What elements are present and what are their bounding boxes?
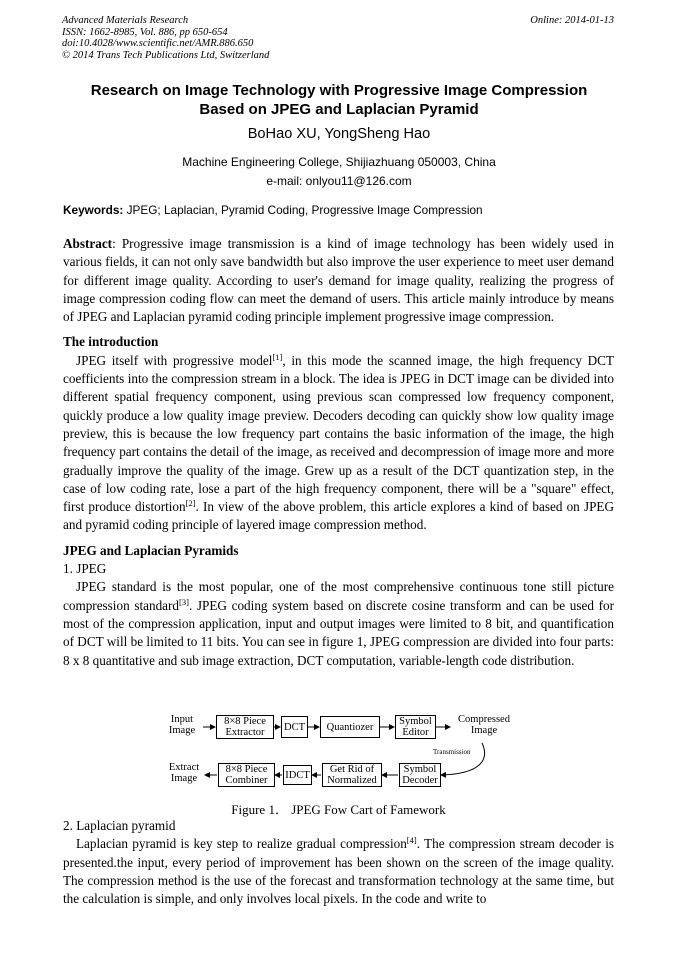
jpeg-text-2: . JPEG coding system based on discrete cosine transform and can be used for most of the compression application, input and output images were limited to 8 bit, and quantification of DCT will be limited to 11 bits. You can see in figure 1, JPEG compression are divided into four parts: 8 x 8 quantitative and sub image extraction, DCT computation, variable-length code distribution. [63, 597, 614, 668]
extractor-line1: 8×8 Piece [224, 716, 266, 727]
normalized-line1: Get Rid of [329, 764, 375, 775]
journal-header [62, 15, 269, 61]
transmission-label: Transmission [433, 748, 471, 756]
extractor-line2: Extractor [225, 727, 265, 738]
input-image-label-line2: Image [168, 725, 196, 736]
title-line-1: Research on Image Technology with Progressive Image Compression [90, 82, 588, 99]
input-image-label [162, 714, 202, 736]
laplacian-text-2: . The compression stream decoder is presented.the input, every period of improvement has been shown on the screen of the image quality. The compression method is the use of the forecast and transformation technology at the same time, but the calculation is simple, and only involves local pixels. In the code and write to [63, 836, 614, 907]
citation-4: [4] [406, 835, 417, 846]
subsection-laplacian-heading: 2. Laplacian pyramid [63, 818, 176, 833]
abstract-text: : Progressive image transmission is a kind of image technology has been widely used in various fields, it can not only save bandwidth but also improve the user experience to meet user demand for different image quality. According to user's demand for image quality, realizing the progress of image compression coding flow can meet the demand of users. This article mainly introduce by means of JPEG and Laplacian pyramid coding principle implement progressive image compression. [63, 236, 614, 325]
keywords-label: Keywords: [63, 203, 124, 217]
jpeg-text-1: JPEG standard is the most popular, one of the most comprehensive continuous tone still picture compression standard [63, 579, 614, 613]
compressed-label-line2: Image [470, 725, 498, 736]
intro-text-2: , in this mode the scanned image, the high frequency DCT coefficients into the compression stream in a block. The idea is JPEG in DCT image can be divided into different spatial frequency component, using previous scan compressed low frequency component, quickly produce a low quality image preview. Decoders decoding can quickly show low quality image preview, this is because the low frequency part contains the basic information of the image, the high frequency part contains the detail of the image, as received and decompression of image more and more gradually improve the quality of the image. Grew up as a result of the DCT quantization step, in the case of low coding rate, lose a part of the high frequency component, there will be a "square" effect, first produce distortion [63, 352, 614, 515]
title-line-2: Based on JPEG and Laplacian Pyramid [199, 101, 479, 118]
paper-authors: BoHao XU, YongSheng Hao [247, 126, 431, 142]
keywords-text: JPEG; Laplacian, Pyramid Coding, Progressive Image Compression [123, 203, 483, 217]
combiner-line1: 8×8 Piece [225, 764, 268, 775]
symbol-editor-box [395, 715, 436, 739]
journal-copyright: © 2014 Trans Tech Publications Ltd, Switzerland [62, 49, 270, 61]
compressed-label-line1: Compressed [458, 714, 510, 725]
journal-name: Advanced Materials Research [62, 15, 189, 26]
symbol-editor-line1: Symbol [399, 716, 432, 727]
idct-box: IDCT [283, 765, 312, 785]
journal-doi: doi:10.4028/www.scientific.net/AMR.886.650 [62, 38, 254, 50]
normalized-box [322, 763, 382, 787]
symbol-decoder-line1: Symbol [403, 764, 437, 775]
intro-text-1: JPEG itself with progressive model [76, 352, 273, 368]
paper-title [40, 81, 638, 119]
author-email: e-mail: onlyou11@126.com [266, 174, 412, 188]
combiner-line2: Combiner [225, 775, 268, 786]
subsection-jpeg-heading: 1. JPEG [63, 561, 107, 577]
compressed-image-label [450, 714, 518, 736]
author-affiliation-block [40, 153, 638, 191]
symbol-editor-line2: Editor [402, 727, 429, 738]
section-jpeg-laplacian-heading: JPEG and Laplacian Pyramids [63, 542, 239, 558]
citation-2: [2] [185, 498, 196, 509]
input-image-label-line1: Input [170, 714, 194, 725]
intro-paragraph [63, 352, 614, 535]
intro-heading: The introduction [63, 334, 159, 350]
online-date: Online: 2014-01-13 [530, 15, 614, 26]
figure-jpeg-flowchart [160, 710, 520, 800]
laplacian-paragraph [63, 835, 614, 908]
main-text-upper [63, 235, 614, 670]
normalized-line2: Normalized [327, 775, 377, 786]
jpeg-paragraph [63, 578, 614, 669]
quantizer-box: Quantiozer [320, 716, 380, 738]
journal-issn: ISSN: 1662-8985, Vol. 886, pp 650-654 [62, 26, 228, 38]
keywords [63, 203, 623, 217]
citation-3: [3] [179, 596, 189, 607]
main-text-lower [63, 817, 614, 908]
symbol-decoder-line2: Decoder [402, 775, 438, 786]
abstract-paragraph [63, 235, 614, 326]
dct-box: DCT [281, 716, 308, 738]
extract-image-label-line2: Image [170, 773, 198, 784]
figure-caption: Figure 1． JPEG Fow Cart of Famework [231, 802, 446, 817]
abstract-label: Abstract [63, 236, 113, 251]
extract-image-label-line1: Extract [168, 762, 200, 773]
piece-combiner-box [218, 763, 275, 787]
intro-text-3: . In view of the above problem, this article explores a kind of based on JPEG and pyramid coding principle of layered image compression method. [63, 499, 614, 533]
affiliation: Machine Engineering College, Shijiazhuang 050003, China [182, 155, 496, 169]
citation-1: [1] [272, 351, 283, 362]
symbol-decoder-box [399, 763, 441, 787]
piece-extractor-box [216, 715, 274, 739]
extract-image-label [164, 762, 204, 784]
laplacian-text-1: Laplacian pyramid is key step to realize gradual compression [76, 836, 407, 852]
